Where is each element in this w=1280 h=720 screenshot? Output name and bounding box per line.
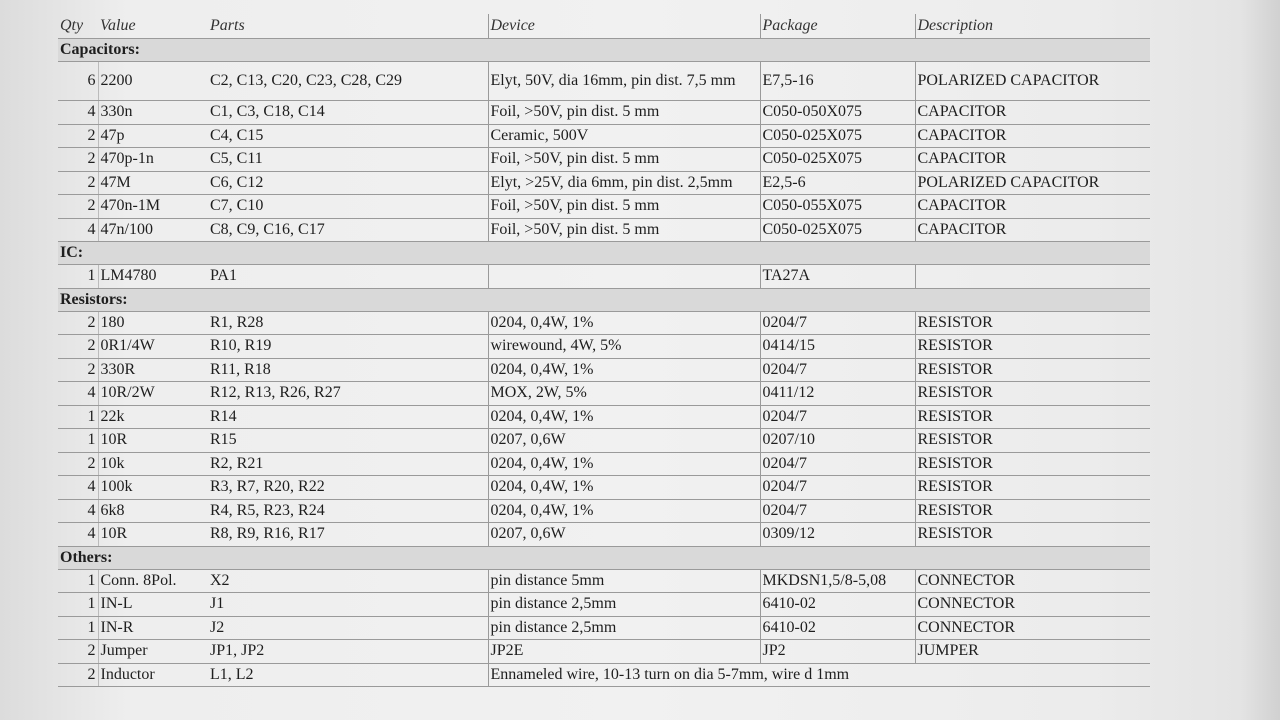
table-row bbox=[58, 663, 1150, 687]
device-cell: Foil, >50V, pin dist. 5 mm bbox=[488, 195, 760, 219]
description-cell: JUMPER bbox=[915, 640, 1150, 664]
parts-cell: C4, C15 bbox=[208, 124, 488, 148]
table-row bbox=[58, 616, 1150, 640]
description-cell: CAPACITOR bbox=[915, 101, 1150, 125]
package-cell: 0204/7 bbox=[760, 499, 915, 523]
device-cell: pin distance 2,5mm bbox=[488, 616, 760, 640]
package-cell: 0204/7 bbox=[760, 452, 915, 476]
qty-cell: 4 bbox=[58, 382, 98, 406]
value-cell: 180 bbox=[98, 311, 208, 335]
section-row bbox=[58, 288, 1150, 311]
value-cell: 330n bbox=[98, 101, 208, 125]
value-cell: 6k8 bbox=[98, 499, 208, 523]
parts-cell: C6, C12 bbox=[208, 171, 488, 195]
package-cell: 0207/10 bbox=[760, 429, 915, 453]
description-cell: CAPACITOR bbox=[915, 124, 1150, 148]
section-row bbox=[58, 39, 1150, 62]
parts-cell: X2 bbox=[208, 569, 488, 593]
qty-cell: 4 bbox=[58, 101, 98, 125]
value-cell: IN-L bbox=[98, 593, 208, 617]
qty-cell: 1 bbox=[58, 429, 98, 453]
device-cell: pin distance 5mm bbox=[488, 569, 760, 593]
qty-cell: 1 bbox=[58, 616, 98, 640]
table-row bbox=[58, 218, 1150, 242]
table-row bbox=[58, 335, 1150, 359]
package-cell: 0204/7 bbox=[760, 476, 915, 500]
value-cell: 2200 bbox=[98, 62, 208, 101]
table-row bbox=[58, 452, 1150, 476]
device-cell: pin distance 2,5mm bbox=[488, 593, 760, 617]
header-value: Value bbox=[98, 14, 208, 39]
qty-cell: 1 bbox=[58, 569, 98, 593]
package-cell: 0204/7 bbox=[760, 358, 915, 382]
parts-cell: R12, R13, R26, R27 bbox=[208, 382, 488, 406]
description-cell: POLARIZED CAPACITOR bbox=[915, 62, 1150, 101]
device-cell: 0204, 0,4W, 1% bbox=[488, 476, 760, 500]
table-row bbox=[58, 523, 1150, 547]
device-cell: 0207, 0,6W bbox=[488, 429, 760, 453]
qty-cell: 2 bbox=[58, 358, 98, 382]
package-cell: 0411/12 bbox=[760, 382, 915, 406]
package-cell: 6410-02 bbox=[760, 616, 915, 640]
device-cell: Ceramic, 500V bbox=[488, 124, 760, 148]
device-cell: Foil, >50V, pin dist. 5 mm bbox=[488, 218, 760, 242]
value-cell: Inductor bbox=[98, 663, 208, 687]
device-cell: Ennameled wire, 10-13 turn on dia 5-7mm, wire d 1mm bbox=[488, 663, 1150, 687]
description-cell: CONNECTOR bbox=[915, 593, 1150, 617]
device-cell: JP2E bbox=[488, 640, 760, 664]
package-cell: 0309/12 bbox=[760, 523, 915, 547]
value-cell: 470n-1M bbox=[98, 195, 208, 219]
parts-cell: R4, R5, R23, R24 bbox=[208, 499, 488, 523]
table-row bbox=[58, 593, 1150, 617]
device-cell: wirewound, 4W, 5% bbox=[488, 335, 760, 359]
qty-cell: 4 bbox=[58, 523, 98, 547]
description-cell: RESISTOR bbox=[915, 382, 1150, 406]
value-cell: 10R/2W bbox=[98, 382, 208, 406]
parts-cell: L1, L2 bbox=[208, 663, 488, 687]
section-title: Others: bbox=[58, 546, 1150, 569]
description-cell: RESISTOR bbox=[915, 429, 1150, 453]
device-cell: 0204, 0,4W, 1% bbox=[488, 358, 760, 382]
parts-cell: R3, R7, R20, R22 bbox=[208, 476, 488, 500]
parts-cell: C7, C10 bbox=[208, 195, 488, 219]
qty-cell: 4 bbox=[58, 218, 98, 242]
parts-cell: R8, R9, R16, R17 bbox=[208, 523, 488, 547]
table-row bbox=[58, 429, 1150, 453]
parts-cell: PA1 bbox=[208, 265, 488, 289]
parts-cell: C8, C9, C16, C17 bbox=[208, 218, 488, 242]
section-title: Capacitors: bbox=[58, 39, 1150, 62]
section-row bbox=[58, 546, 1150, 569]
device-cell: 0204, 0,4W, 1% bbox=[488, 452, 760, 476]
qty-cell: 2 bbox=[58, 195, 98, 219]
table-row bbox=[58, 195, 1150, 219]
header-description: Description bbox=[915, 14, 1150, 39]
description-cell: RESISTOR bbox=[915, 405, 1150, 429]
qty-cell: 1 bbox=[58, 265, 98, 289]
parts-cell: R1, R28 bbox=[208, 311, 488, 335]
section-title: Resistors: bbox=[58, 288, 1150, 311]
parts-cell: C2, C13, C20, C23, C28, C29 bbox=[208, 62, 488, 101]
package-cell: E2,5-6 bbox=[760, 171, 915, 195]
device-cell: 0204, 0,4W, 1% bbox=[488, 311, 760, 335]
device-cell: Foil, >50V, pin dist. 5 mm bbox=[488, 148, 760, 172]
value-cell: 100k bbox=[98, 476, 208, 500]
table-row bbox=[58, 358, 1150, 382]
package-cell: C050-050X075 bbox=[760, 101, 915, 125]
header-device: Device bbox=[488, 14, 760, 39]
qty-cell: 2 bbox=[58, 452, 98, 476]
value-cell: Conn. 8Pol. bbox=[98, 569, 208, 593]
value-cell: 22k bbox=[98, 405, 208, 429]
package-cell: 0204/7 bbox=[760, 405, 915, 429]
qty-cell: 2 bbox=[58, 311, 98, 335]
value-cell: 470p-1n bbox=[98, 148, 208, 172]
package-cell: 0414/15 bbox=[760, 335, 915, 359]
package-cell: TA27A bbox=[760, 265, 915, 289]
value-cell: 47n/100 bbox=[98, 218, 208, 242]
table-row bbox=[58, 148, 1150, 172]
value-cell: 330R bbox=[98, 358, 208, 382]
device-cell: Elyt, >25V, dia 6mm, pin dist. 2,5mm bbox=[488, 171, 760, 195]
device-cell: 0204, 0,4W, 1% bbox=[488, 405, 760, 429]
parts-cell: C1, C3, C18, C14 bbox=[208, 101, 488, 125]
package-cell: 6410-02 bbox=[760, 593, 915, 617]
description-cell: RESISTOR bbox=[915, 499, 1150, 523]
qty-cell: 2 bbox=[58, 171, 98, 195]
parts-cell: J2 bbox=[208, 616, 488, 640]
header-package: Package bbox=[760, 14, 915, 39]
package-cell: C050-025X075 bbox=[760, 148, 915, 172]
value-cell: IN-R bbox=[98, 616, 208, 640]
parts-cell: JP1, JP2 bbox=[208, 640, 488, 664]
device-cell: Elyt, 50V, dia 16mm, pin dist. 7,5 mm bbox=[488, 62, 760, 101]
description-cell: RESISTOR bbox=[915, 311, 1150, 335]
table-row bbox=[58, 265, 1150, 289]
parts-cell: C5, C11 bbox=[208, 148, 488, 172]
qty-cell: 2 bbox=[58, 335, 98, 359]
package-cell: MKDSN1,5/8-5,08 bbox=[760, 569, 915, 593]
description-cell: RESISTOR bbox=[915, 452, 1150, 476]
bom-table bbox=[58, 14, 1150, 687]
package-cell: 0204/7 bbox=[760, 311, 915, 335]
bom-body bbox=[58, 39, 1150, 687]
description-cell: CAPACITOR bbox=[915, 195, 1150, 219]
device-cell: 0204, 0,4W, 1% bbox=[488, 499, 760, 523]
value-cell: Jumper bbox=[98, 640, 208, 664]
qty-cell: 1 bbox=[58, 405, 98, 429]
qty-cell: 2 bbox=[58, 663, 98, 687]
table-row bbox=[58, 569, 1150, 593]
value-cell: 0R1/4W bbox=[98, 335, 208, 359]
description-cell: RESISTOR bbox=[915, 358, 1150, 382]
value-cell: 10R bbox=[98, 429, 208, 453]
table-row bbox=[58, 311, 1150, 335]
description-cell: RESISTOR bbox=[915, 335, 1150, 359]
package-cell: C050-025X075 bbox=[760, 124, 915, 148]
header-parts: Parts bbox=[208, 14, 488, 39]
header-row bbox=[58, 14, 1150, 39]
table-row bbox=[58, 499, 1150, 523]
table-row bbox=[58, 171, 1150, 195]
description-cell: CAPACITOR bbox=[915, 218, 1150, 242]
section-title: IC: bbox=[58, 242, 1150, 265]
parts-cell: R10, R19 bbox=[208, 335, 488, 359]
qty-cell: 1 bbox=[58, 593, 98, 617]
parts-cell: R14 bbox=[208, 405, 488, 429]
device-cell bbox=[488, 265, 760, 289]
package-cell: C050-025X075 bbox=[760, 218, 915, 242]
description-cell: POLARIZED CAPACITOR bbox=[915, 171, 1150, 195]
package-cell: C050-055X075 bbox=[760, 195, 915, 219]
value-cell: 10k bbox=[98, 452, 208, 476]
qty-cell: 6 bbox=[58, 62, 98, 101]
device-cell: MOX, 2W, 5% bbox=[488, 382, 760, 406]
table-row bbox=[58, 382, 1150, 406]
parts-cell: J1 bbox=[208, 593, 488, 617]
header-qty: Qty bbox=[58, 14, 98, 39]
value-cell: 47M bbox=[98, 171, 208, 195]
description-cell: CONNECTOR bbox=[915, 616, 1150, 640]
section-row bbox=[58, 242, 1150, 265]
parts-cell: R2, R21 bbox=[208, 452, 488, 476]
description-cell: CAPACITOR bbox=[915, 148, 1150, 172]
description-cell: RESISTOR bbox=[915, 476, 1150, 500]
package-cell: JP2 bbox=[760, 640, 915, 664]
parts-cell: R11, R18 bbox=[208, 358, 488, 382]
parts-cell: R15 bbox=[208, 429, 488, 453]
table-row bbox=[58, 101, 1150, 125]
table-row bbox=[58, 62, 1150, 101]
table-row bbox=[58, 476, 1150, 500]
device-cell: Foil, >50V, pin dist. 5 mm bbox=[488, 101, 760, 125]
table-row bbox=[58, 640, 1150, 664]
package-cell: E7,5-16 bbox=[760, 62, 915, 101]
qty-cell: 4 bbox=[58, 476, 98, 500]
description-cell: RESISTOR bbox=[915, 523, 1150, 547]
device-cell: 0207, 0,6W bbox=[488, 523, 760, 547]
value-cell: LM4780 bbox=[98, 265, 208, 289]
value-cell: 47p bbox=[98, 124, 208, 148]
qty-cell: 2 bbox=[58, 640, 98, 664]
table-row bbox=[58, 124, 1150, 148]
value-cell: 10R bbox=[98, 523, 208, 547]
qty-cell: 4 bbox=[58, 499, 98, 523]
qty-cell: 2 bbox=[58, 148, 98, 172]
description-cell: CONNECTOR bbox=[915, 569, 1150, 593]
qty-cell: 2 bbox=[58, 124, 98, 148]
description-cell bbox=[915, 265, 1150, 289]
table-row bbox=[58, 405, 1150, 429]
